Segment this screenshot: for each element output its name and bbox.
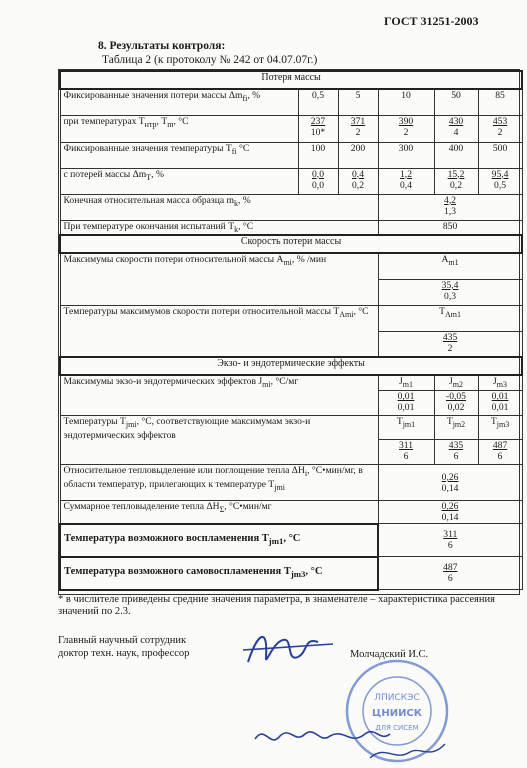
footnote: * в числителе приведены средние значения параметра, в знаменателе – характеристика рассеяния значений по 2.3. bbox=[58, 594, 495, 617]
standard-number: ГОСТ 31251-2003 bbox=[384, 14, 479, 28]
table-cell: 487 6 bbox=[478, 440, 522, 465]
table-cell: 300 bbox=[378, 142, 434, 168]
row-label: Фиксированные значения потери массы $\Delta m_{fi}$, % bbox=[60, 89, 298, 115]
row-label: Температуры максимумов скорости потери относительной массы $T_{Ami}$, °C bbox=[60, 305, 378, 357]
signatory-name: Молчадский И.С. bbox=[350, 649, 429, 660]
table-cell: 311 6 bbox=[378, 440, 434, 465]
table-row bbox=[60, 305, 522, 331]
table-row bbox=[60, 253, 522, 279]
table-row bbox=[60, 524, 522, 557]
svg-text:ДЛЯ СИСЕМ: ДЛЯ СИСЕМ bbox=[375, 724, 419, 732]
table-row bbox=[60, 89, 522, 115]
table-cell: $T_{jm3}$ bbox=[478, 416, 522, 440]
row-label: Конечная относительная масса образца $m_k$, % bbox=[60, 194, 378, 220]
table-caption: Таблица 2 (к протоколу № 242 от 04.07.07г.) bbox=[102, 54, 318, 66]
mass-loss-header: Потеря массы bbox=[60, 71, 522, 89]
table-cell: 0,01 0,01 bbox=[478, 391, 522, 416]
table-cell: 435 6 bbox=[434, 440, 478, 465]
row-label: Максимумы экзо-и эндотермических эффектов $J_{mi}$, °C/мг bbox=[60, 375, 378, 415]
table-cell: 850 bbox=[378, 220, 522, 235]
table-cell: $T_{Am1}$ bbox=[378, 305, 522, 331]
self-ignition-label: Температура возможного самовоспламенения $T_{jm3}$, °C bbox=[60, 557, 378, 590]
table-row bbox=[60, 416, 522, 440]
thermal-header: Экзо- и эндотермические эффекты bbox=[60, 357, 522, 375]
table-cell: $J_{m3}$ bbox=[478, 375, 522, 390]
ignition-label: Температура возможного воспламенения $T_{jm1}$, °C bbox=[60, 524, 378, 557]
table-row bbox=[60, 168, 522, 194]
results-table bbox=[59, 70, 523, 591]
table-row bbox=[60, 465, 522, 501]
table-cell: 5 bbox=[338, 89, 378, 115]
table-cell: 15,2 0,2 bbox=[434, 168, 478, 194]
table-row bbox=[60, 194, 522, 220]
row-label: Максимумы скорости потери относительной массы $A_{mi}$, % /мин bbox=[60, 253, 378, 305]
table-cell: $T_{jm1}$ bbox=[378, 416, 434, 440]
row-label: Фиксированные значения температуры $T_{fi}$ °C bbox=[60, 142, 298, 168]
table-cell: $T_{jm2}$ bbox=[434, 416, 478, 440]
table-cell: 0,01 0,01 bbox=[378, 391, 434, 416]
table-cell: 500 bbox=[478, 142, 522, 168]
table-cell: 237 10* bbox=[298, 115, 338, 142]
position-line-2: доктор техн. наук, профессор bbox=[58, 648, 190, 659]
handwritten-note bbox=[250, 714, 450, 768]
table-cell: $J_{m1}$ bbox=[378, 375, 434, 390]
table-cell: 35,4 0,3 bbox=[378, 279, 522, 305]
table-row bbox=[60, 220, 522, 235]
position-line-1: Главный научный сотрудник bbox=[58, 635, 187, 646]
row-label: с потерей массы $\Delta m_T$, % bbox=[60, 168, 298, 194]
table-cell: 100 bbox=[298, 142, 338, 168]
table-cell: 4,2 1,3 bbox=[378, 194, 522, 220]
row-label: при температурах $T_{нтр}$, $T_m$, °C bbox=[60, 115, 298, 142]
row-label: Относительное тепловыделение или поглощение тепла $\Delta H_i$, °C•мин/мг, в области температур, прилегающих к температуре $T_{jmi}$ bbox=[60, 465, 378, 501]
table-row bbox=[60, 557, 522, 590]
signatory-position bbox=[58, 634, 189, 660]
row-label: Температуры $T_{jmi}$, °C, соответствующие максимумам экзо-и эндотермических эффектов bbox=[60, 416, 378, 465]
loss-rate-header: Скорость потери массы bbox=[60, 235, 522, 253]
table-cell: 453 2 bbox=[478, 115, 522, 142]
signature-scribble bbox=[238, 622, 348, 672]
table-cell: 10 bbox=[378, 89, 434, 115]
table-cell: 85 bbox=[478, 89, 522, 115]
section-title: 8. Результаты контроля: bbox=[98, 40, 226, 52]
table-cell: 0,5 bbox=[298, 89, 338, 115]
table-cell: -0,05 0,02 bbox=[434, 391, 478, 416]
table-cell: 1,2 0,4 bbox=[378, 168, 434, 194]
table-cell: 200 bbox=[338, 142, 378, 168]
self-ignition-value: 487 6 bbox=[378, 557, 522, 590]
table-cell: 390 2 bbox=[378, 115, 434, 142]
table-cell: 0,0 0,0 bbox=[298, 168, 338, 194]
table-cell: 0,4 0,2 bbox=[338, 168, 378, 194]
table-cell: 50 bbox=[434, 89, 478, 115]
table-cell: 0,26 0,14 bbox=[378, 501, 522, 524]
row-label: Суммарное тепловыделение тепла $\Delta H_\Sigma$, °C•мин/мг bbox=[60, 501, 378, 524]
table-row bbox=[60, 115, 522, 142]
table-cell: 430 4 bbox=[434, 115, 478, 142]
table-cell: 95,4 0,5 bbox=[478, 168, 522, 194]
table-cell: 400 bbox=[434, 142, 478, 168]
table-row bbox=[60, 501, 522, 524]
table-cell: $A_{m1}$ bbox=[378, 253, 522, 279]
table-cell: $J_{m2}$ bbox=[434, 375, 478, 390]
svg-text:ЦНИИСК: ЦНИИСК bbox=[372, 708, 422, 719]
table-cell: 0,26 0,14 bbox=[378, 465, 522, 501]
row-label: При температуре окончания испытаний $T_k$, °C bbox=[60, 220, 378, 235]
svg-text:ЛПИСКЭС: ЛПИСКЭС bbox=[374, 693, 420, 703]
ignition-value: 311 6 bbox=[378, 524, 522, 557]
table-cell: 371 2 bbox=[338, 115, 378, 142]
table-cell: 435 2 bbox=[378, 331, 522, 357]
table-row bbox=[60, 142, 522, 168]
table-row bbox=[60, 375, 522, 390]
results-table-frame bbox=[58, 69, 520, 595]
